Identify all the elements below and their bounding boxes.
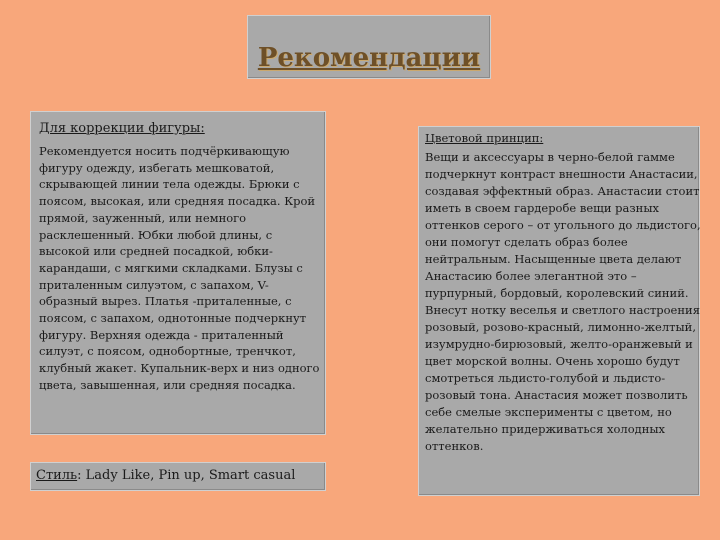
color-principle-heading: Цветовой принцип:	[425, 131, 544, 145]
color-principle-box	[418, 126, 700, 496]
title-box	[247, 15, 491, 79]
figure-correction-heading: Для коррекции фигуры:	[39, 121, 205, 136]
color-principle-text: Вещи и аксессуары в черно-белой гамме подчеркнут контраст внешности Анастасии, создавая эффектный образ. Анастасии стоит иметь в своем гардеробе вещи разных оттенков серого – от угольного до льдистого, они помогут сделать образ более нейтральным. Насыщенные цвета делают Анастасию более элегантной это – пурпурный, бордовый, королевский синий. Внесут нотку веселья и светлого настроения розовый, розово-красный, лимонно-желтый, изумрудно-бирюзовый, желто-оранжевый и цвет морской волны. Очень хорошо будут смотреться льдисто-голубой и льдисто-розовый тона. Анастасия может позволить себе смелые эксперименты с цветом, но желательно придерживаться холодных оттенков.	[425, 150, 701, 453]
style-value: : Lady Like, Pin up, Smart casual	[77, 468, 296, 483]
figure-correction-box	[30, 111, 326, 435]
style-box	[30, 462, 326, 491]
style-label: Стиль	[36, 468, 78, 483]
style-line	[36, 468, 295, 483]
figure-correction-text: Рекомендуется носить подчёркивающую фигуру одежду, избегать мешковатой, скрывающей линии тела одежды. Брюки с поясом, высокая, или средняя посадка. Крой прямой, зауженный, или немного расклешенный. Юбки любой длины, с высокой или средней посадкой, юбки-карандаши, с мягкими складками. Блузы с приталенным силуэтом, с запахом, V-образный вырез. Платья -приталенные, с поясом, с запахом, однотонные подчеркнут фигуру. Верхняя одежда - приталенный силуэт, с поясом, однобортные, тренчкот, клубный жакет. Купальник-верх и низ одного цвета, завышенная, или средняя посадка.	[39, 144, 320, 392]
page-title: Рекомендации	[257, 43, 481, 73]
